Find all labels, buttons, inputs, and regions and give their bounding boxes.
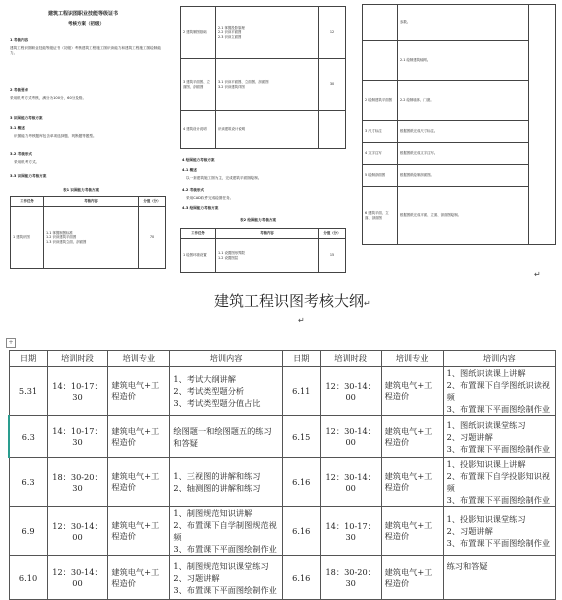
table-2-score: 15 <box>319 239 346 273</box>
right-row-content: 根据图纸绘制剖面图。 <box>398 165 529 187</box>
cell-date: 6.10 <box>9 556 47 600</box>
table-1-head-content: 考核内容 <box>44 197 139 207</box>
cell-date: 6.3 <box>9 416 47 458</box>
cell-date: 5.31 <box>9 367 47 416</box>
paragraph-mark-icon: ↵ <box>298 316 305 325</box>
content-line: 2、习题讲解 <box>446 431 493 442</box>
content-line: 3、考试类型题分值占比 <box>173 398 261 408</box>
table-row <box>9 507 556 556</box>
cell-date: 6.16 <box>282 556 320 600</box>
table-2 <box>180 228 346 273</box>
cell-content <box>170 556 282 600</box>
section-3-1-text: 识图能力考核题库包含单项选择题、判断题等题型。 <box>14 134 97 138</box>
cell-time: 14：10-17：30 <box>320 507 381 556</box>
content-line: 3、布置课下平面图绘制作业 <box>446 495 551 505</box>
section-4-2-text: 采用CAD软件完成绘图任务。 <box>186 196 234 200</box>
table-header-row <box>9 351 556 367</box>
cell-date: 6.15 <box>282 416 320 458</box>
section-3-3-heading: 3.3 识图能力考核方案 <box>10 174 47 178</box>
content-line: 2、布置课下自学图纸识读视频 <box>446 380 551 402</box>
content-line: 3、布置课下平面图绘制作业 <box>446 443 551 454</box>
cell-date: 6.3 <box>9 458 47 507</box>
right-row-task: 4 文字注写 <box>363 143 398 165</box>
right-row-task <box>363 41 398 81</box>
section-4-1-heading: 4.1 概述 <box>182 168 197 172</box>
doc-subtitle: 考核方案（初级） <box>68 22 104 27</box>
content-line: 1、图纸识读课上讲解 <box>446 368 526 378</box>
left-doc-page <box>8 8 168 278</box>
schedule-table <box>8 350 556 600</box>
cell-major: 建筑电气+工程造价 <box>108 507 170 556</box>
table-1-score: 70 <box>139 207 166 269</box>
cell-date: 6.9 <box>9 507 47 556</box>
cell-major: 建筑电气+工程造价 <box>108 367 170 416</box>
content-line: 练习和答疑 <box>446 561 488 571</box>
paragraph-mark-icon: ↵ <box>364 299 371 308</box>
cell-major: 建筑电气+工程造价 <box>381 458 443 507</box>
content-line: 2、考试类型题分析 <box>173 386 245 396</box>
section-3-2-heading: 3.2 考核形式 <box>10 152 32 156</box>
cell-content <box>443 367 555 416</box>
header-major: 培训专业 <box>108 351 170 367</box>
cell-time: 12：30-14：00 <box>47 507 108 556</box>
cell-time: 12：30-14：00 <box>320 367 381 416</box>
table-row <box>9 416 556 458</box>
cell-time: 18：30-20：30 <box>320 556 381 600</box>
header-content: 培训内容 <box>443 351 555 367</box>
header-time: 培训时段 <box>320 351 381 367</box>
mid-row-content: 识读建筑设计说明 <box>216 111 319 149</box>
cell-time: 12：30-14：00 <box>47 556 108 600</box>
content-line: 2、布置课下自学制图规范视频 <box>173 520 277 542</box>
table-2-content: 1.1 设置图形界限 1.2 设置图层 <box>216 239 319 273</box>
cell-major: 建筑电气+工程造价 <box>381 556 443 600</box>
mid-row-content: 2.1 掌握投影原理 2.2 识读平面图 2.3 识读立面图 <box>216 7 319 59</box>
page-heading <box>214 290 371 311</box>
content-line: 1、三视图的讲解和练习 <box>173 471 261 481</box>
paragraph-mark-icon: ↵ <box>534 270 541 279</box>
section-3-1-heading: 3.1 概述 <box>10 126 25 130</box>
table-2-head-task: 工作任务 <box>181 229 216 239</box>
cell-time: 12：30-14：00 <box>320 416 381 458</box>
table-1-head-score: 分值（分） <box>139 197 166 207</box>
cell-major: 建筑电气+工程造价 <box>381 416 443 458</box>
table-row <box>9 367 556 416</box>
right-row-content: 参数。 <box>398 5 529 41</box>
section-4-3-heading: 4.3 绘图能力考核方案 <box>182 206 219 210</box>
content-line: 3、布置课下平面图绘制作业 <box>173 584 277 595</box>
section-4-1-text: 以一套建筑施工图为主，完成建筑平面图绘制。 <box>186 176 262 180</box>
table-1-title: 表1 识图能力考核方案 <box>63 188 100 192</box>
cell-major: 建筑电气+工程造价 <box>381 507 443 556</box>
middle-doc-page <box>180 6 350 280</box>
right-row-content: 根据图纸完成尺寸标注。 <box>398 121 529 143</box>
cell-date: 6.11 <box>282 367 320 416</box>
table-1-task: 1 建筑识图 <box>11 207 44 269</box>
cell-major: 建筑电气+工程造价 <box>381 367 443 416</box>
header-major: 培训专业 <box>381 351 443 367</box>
content-line: 1、图纸识读课堂练习 <box>446 419 526 430</box>
section-2-heading: 2 考核要求 <box>10 88 29 92</box>
table-2-title: 表2 绘图能力考核方案 <box>240 218 277 222</box>
cell-content <box>443 416 555 458</box>
cell-content <box>443 507 555 556</box>
section-3-2-text: 采用机考方式。 <box>14 160 40 164</box>
cell-content <box>170 416 282 458</box>
section-2-text: 采用机考方式考核，满分为100分，60分及格。 <box>10 96 87 100</box>
table-1-head-task: 工作任务 <box>11 197 44 207</box>
right-row-task <box>363 5 398 41</box>
mid-row-score: 12 <box>319 7 346 59</box>
cell-date: 6.16 <box>282 507 320 556</box>
page-heading-text: 建筑工程识图考核大纲 <box>214 292 365 310</box>
mid-row-score: 30 <box>319 59 346 111</box>
right-doc-page <box>362 4 556 279</box>
content-line: 2、习题讲解 <box>173 572 220 583</box>
content-line: 1、投影知识课上讲解 <box>446 459 526 469</box>
table-move-handle[interactable]: + <box>6 338 16 348</box>
section-1-heading: 1 考核内容 <box>10 38 29 42</box>
cell-date: 6.16 <box>282 458 320 507</box>
cell-content <box>170 458 282 507</box>
cell-major: 建筑电气+工程造价 <box>108 458 170 507</box>
table-continued <box>180 6 346 149</box>
table-1 <box>10 196 166 269</box>
content-line: 1、制图规范知识课堂练习 <box>173 560 269 571</box>
cell-time: 14：10-17：30 <box>47 416 108 458</box>
mid-row-content: 3.1 识读平面图、立面图、剖面图 3.2 识读建筑详图 <box>216 59 319 111</box>
content-line: 2、布置课下自学投影知识视频 <box>446 471 551 493</box>
cell-content <box>443 458 555 507</box>
cell-content <box>443 556 555 600</box>
right-row-task: 5 绘制剖面图 <box>363 165 398 187</box>
right-row-content: 根据图纸完成平面、立面、剖面图绘制。 <box>398 187 529 245</box>
table-row <box>9 458 556 507</box>
right-row-task: 3 尺寸标注 <box>363 121 398 143</box>
table-2-continued <box>362 4 556 245</box>
table-2-task: 1 绘图环境设置 <box>181 239 216 273</box>
doc-title: 建筑工程识图职业技能等级证书 <box>48 11 119 17</box>
right-row-task: 2 绘制建筑平面图 <box>363 81 398 121</box>
cell-content <box>170 507 282 556</box>
header-content: 培训内容 <box>170 351 282 367</box>
right-row-score <box>529 5 556 245</box>
section-1-text: 建筑工程识图职业技能等级证书（初级）考核建筑工程施工图识读能力和建筑工程施工图绘制能力。 <box>10 46 161 55</box>
table-row <box>9 556 556 600</box>
header-date: 日期 <box>9 351 47 367</box>
content-line: 1、考试大纲讲解 <box>173 374 236 384</box>
table-1-content: 1.1 掌握制图标准 1.2 识读建筑平面图 1.3 识读建筑立面、剖面图 <box>44 207 139 269</box>
table-2-head-score: 分值（分） <box>319 229 346 239</box>
content-line: 2、轴测图的讲解和练习 <box>173 483 261 493</box>
cell-time: 18：30-20：30 <box>47 458 108 507</box>
content-line: 1、投影知识课堂练习 <box>446 514 526 524</box>
mid-row-task: 4 建筑设计说明 <box>181 111 216 149</box>
right-row-task: 6 建筑平面、立面、剖面图 <box>363 187 398 245</box>
content-line: 3、布置课下平面图绘制作业 <box>173 544 277 554</box>
section-4-heading: 4 绘图能力考核方案 <box>182 158 215 162</box>
mid-row-task: 2 建筑制图基础 <box>181 7 216 59</box>
section-3-heading: 3 识图能力考核方案 <box>10 116 43 120</box>
content-line: 3、布置课下平面图绘制作业 <box>446 404 551 414</box>
content-line: 1、制图规范知识讲解 <box>173 508 253 518</box>
right-row-content: 2.2 绘制墙体、门窗。 <box>398 81 529 121</box>
header-time: 培训时段 <box>47 351 108 367</box>
table-2-head-content: 考核内容 <box>216 229 319 239</box>
cell-time: 12：30-14：00 <box>320 458 381 507</box>
content-line: 3、布置课下平面图绘制作业 <box>446 538 551 548</box>
content-line: 2、习题讲解 <box>446 526 493 536</box>
cell-major: 建筑电气+工程造价 <box>108 556 170 600</box>
right-row-content: 根据图纸完成文字注写。 <box>398 143 529 165</box>
mid-row-task: 3 建筑平面图、立面图、剖面图 <box>181 59 216 111</box>
cell-content <box>170 367 282 416</box>
section-4-2-heading: 4.2 考核形式 <box>182 188 204 192</box>
right-row-content: 2.1 绘制建筑轴网。 <box>398 41 529 81</box>
cell-major: 建筑电气+工程造价 <box>108 416 170 458</box>
cell-time: 14：10-17：30 <box>47 367 108 416</box>
header-date: 日期 <box>282 351 320 367</box>
content-line: 绘图题一和绘图题五的练习和答疑 <box>173 425 272 448</box>
mid-row-score <box>319 111 346 149</box>
